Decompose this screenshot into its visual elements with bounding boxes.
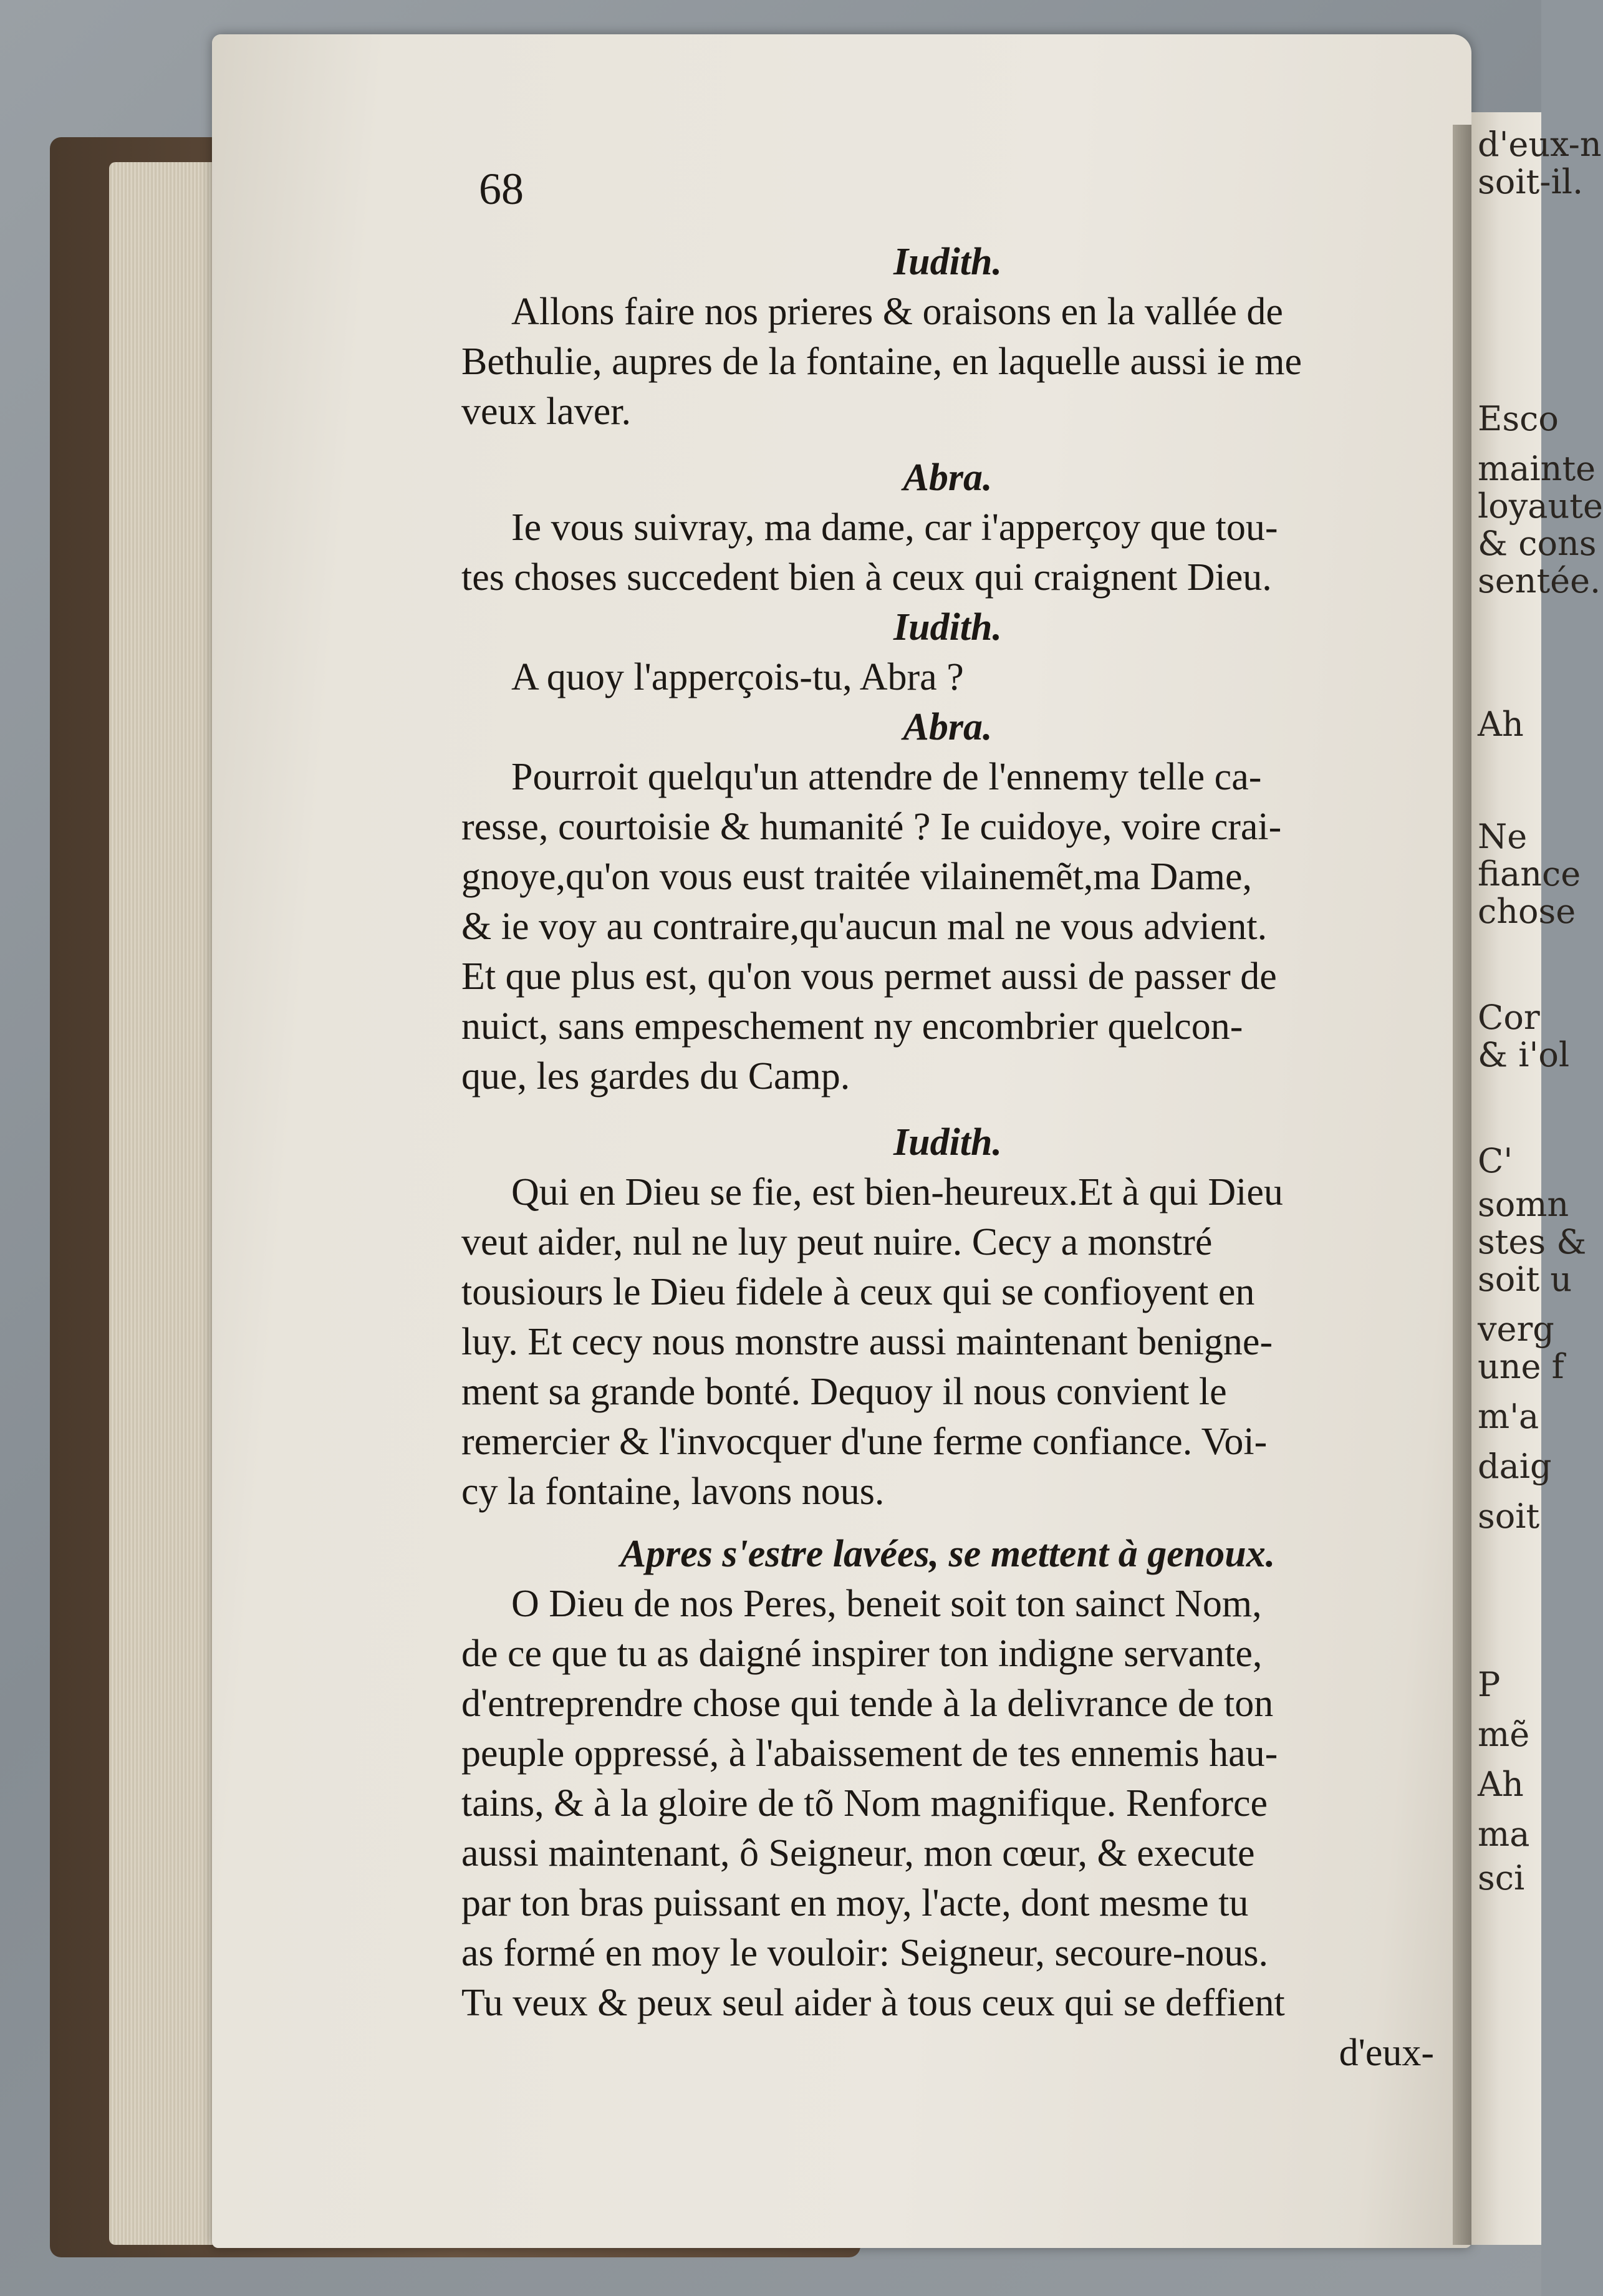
text-line: luy. Et cecy nous monstre aussi maintenant benigne- <box>461 1321 1273 1363</box>
text-line: cy la fontaine, lavons nous. <box>461 1470 885 1513</box>
facing-page-fragment: & i'ol <box>1478 1035 1570 1074</box>
facing-page-fragment: Ne <box>1478 817 1528 856</box>
facing-page-fragment: C' <box>1478 1141 1513 1180</box>
text-line: d'entreprendre chose qui tende à la delivrance de ton <box>461 1682 1274 1725</box>
page-number: 68 <box>479 164 524 214</box>
text-line: remercier & l'invocquer d'une ferme confiance. Voi- <box>461 1421 1268 1463</box>
text-line: veux laver. <box>461 390 632 433</box>
text-line: ment sa grande bonté. Dequoy il nous convient le <box>461 1371 1227 1413</box>
facing-page-fragment: sentée. <box>1478 561 1601 601</box>
text-line: par ton bras puissant en moy, l'acte, dont mesme tu <box>461 1882 1249 1924</box>
facing-page-fragment: soit u <box>1478 1260 1572 1299</box>
speaker-name: Abra. <box>903 706 993 748</box>
text-line: aussi maintenant, ô Seigneur, mon cœur, & execute <box>461 1832 1255 1874</box>
facing-page-fragment: fiance <box>1478 854 1581 894</box>
speaker-name: Abra. <box>903 456 993 499</box>
speaker-name: Iudith. <box>893 606 1003 649</box>
speaker-name: Iudith. <box>893 241 1003 283</box>
facing-page-fragment: ma <box>1478 1815 1530 1854</box>
text-line: tousiours le Dieu fidele à ceux qui se confioyent en <box>461 1271 1255 1313</box>
text-line: resse, courtoisie & humanité ? Ie cuidoye, voire crai- <box>461 806 1282 848</box>
facing-page <box>1471 112 1603 2245</box>
text-line: O Dieu de nos Peres, beneit soit ton sainct Nom, <box>511 1583 1262 1625</box>
facing-page-fragment: stes & <box>1478 1222 1587 1261</box>
facing-page-fragment: somn <box>1478 1185 1569 1224</box>
facing-page-fragment: soit <box>1478 1497 1540 1536</box>
facing-page-fragment: P <box>1478 1665 1501 1704</box>
text-line: & ie voy au contraire,qu'aucun mal ne vous advient. <box>461 905 1268 948</box>
facing-page-fragment: chose <box>1478 892 1576 931</box>
text-line: Et que plus est, qu'on vous permet aussi de passer de <box>461 955 1277 998</box>
facing-page-fragment: m'a <box>1478 1397 1539 1436</box>
text-line: veut aider, nul ne luy peut nuire. Cecy a monstré <box>461 1221 1213 1263</box>
text-line: Ie vous suivray, ma dame, car i'apperçoy que tou- <box>511 506 1278 549</box>
text-line: Allons faire nos prieres & oraisons en la vallée de <box>511 291 1283 333</box>
text-line: Qui en Dieu se fie, est bien-heureux.Et à qui Dieu <box>511 1171 1283 1213</box>
text-line: A quoy l'apperçois-tu, Abra ? <box>511 656 964 698</box>
paragraph-gap <box>461 437 1434 453</box>
page-text <box>461 237 1434 2078</box>
text-line: Bethulie, aupres de la fontaine, en laquelle aussi ie me <box>461 340 1302 383</box>
text-line: gnoye,qu'on vous eust traitée vilainemẽt,ma Dame, <box>461 856 1253 898</box>
facing-page-fragment: Esco <box>1478 399 1559 438</box>
text-line: tains, & à la gloire de tõ Nom magnifique. Renforce <box>461 1782 1268 1825</box>
text-line: Tu veux & peux seul aider à tous ceux qui se deffient <box>461 1982 1285 2024</box>
facing-page-fragment: d'eux-n <box>1478 125 1602 164</box>
catchword: d'eux- <box>1339 2032 1434 2074</box>
text-line: que, les gardes du Camp. <box>461 1055 850 1097</box>
facing-page-fragment: sci <box>1478 1858 1525 1898</box>
facing-page-fragment: & cons <box>1478 524 1597 563</box>
facing-page-fragment: Ah <box>1478 1765 1524 1804</box>
text-line: as formé en moy le vouloir: Seigneur, secoure-nous. <box>461 1932 1269 1974</box>
facing-page-fragment: verg <box>1478 1310 1554 1349</box>
facing-page-fragment: mẽ <box>1478 1715 1530 1754</box>
text-line: peuple oppressé, à l'abaissement de tes ennemis hau- <box>461 1732 1278 1775</box>
stage-direction: Apres s'estre lavées, se mettent à genoux. <box>620 1533 1276 1575</box>
facing-page-fragment: soit-il. <box>1478 162 1584 201</box>
text-line: Pourroit quelqu'un attendre de l'ennemy telle ca- <box>511 756 1262 798</box>
text-line: de ce que tu as daigné inspirer ton indigne servante, <box>461 1633 1263 1675</box>
facing-page-fragment: loyaute <box>1478 486 1603 526</box>
paragraph-gap <box>461 1101 1434 1117</box>
facing-page-fragment: daig <box>1478 1447 1552 1486</box>
speaker-name: Iudith. <box>893 1121 1003 1164</box>
facing-page-fragment: mainte <box>1478 449 1596 488</box>
facing-page-fragment: une f <box>1478 1347 1564 1386</box>
facing-page-fragment: Cor <box>1478 998 1540 1037</box>
facing-page-fragment: Ah <box>1478 705 1524 744</box>
text-line: nuict, sans empeschement ny encombrier quelcon- <box>461 1005 1243 1048</box>
text-line: tes choses succedent bien à ceux qui craignent Dieu. <box>461 556 1272 599</box>
